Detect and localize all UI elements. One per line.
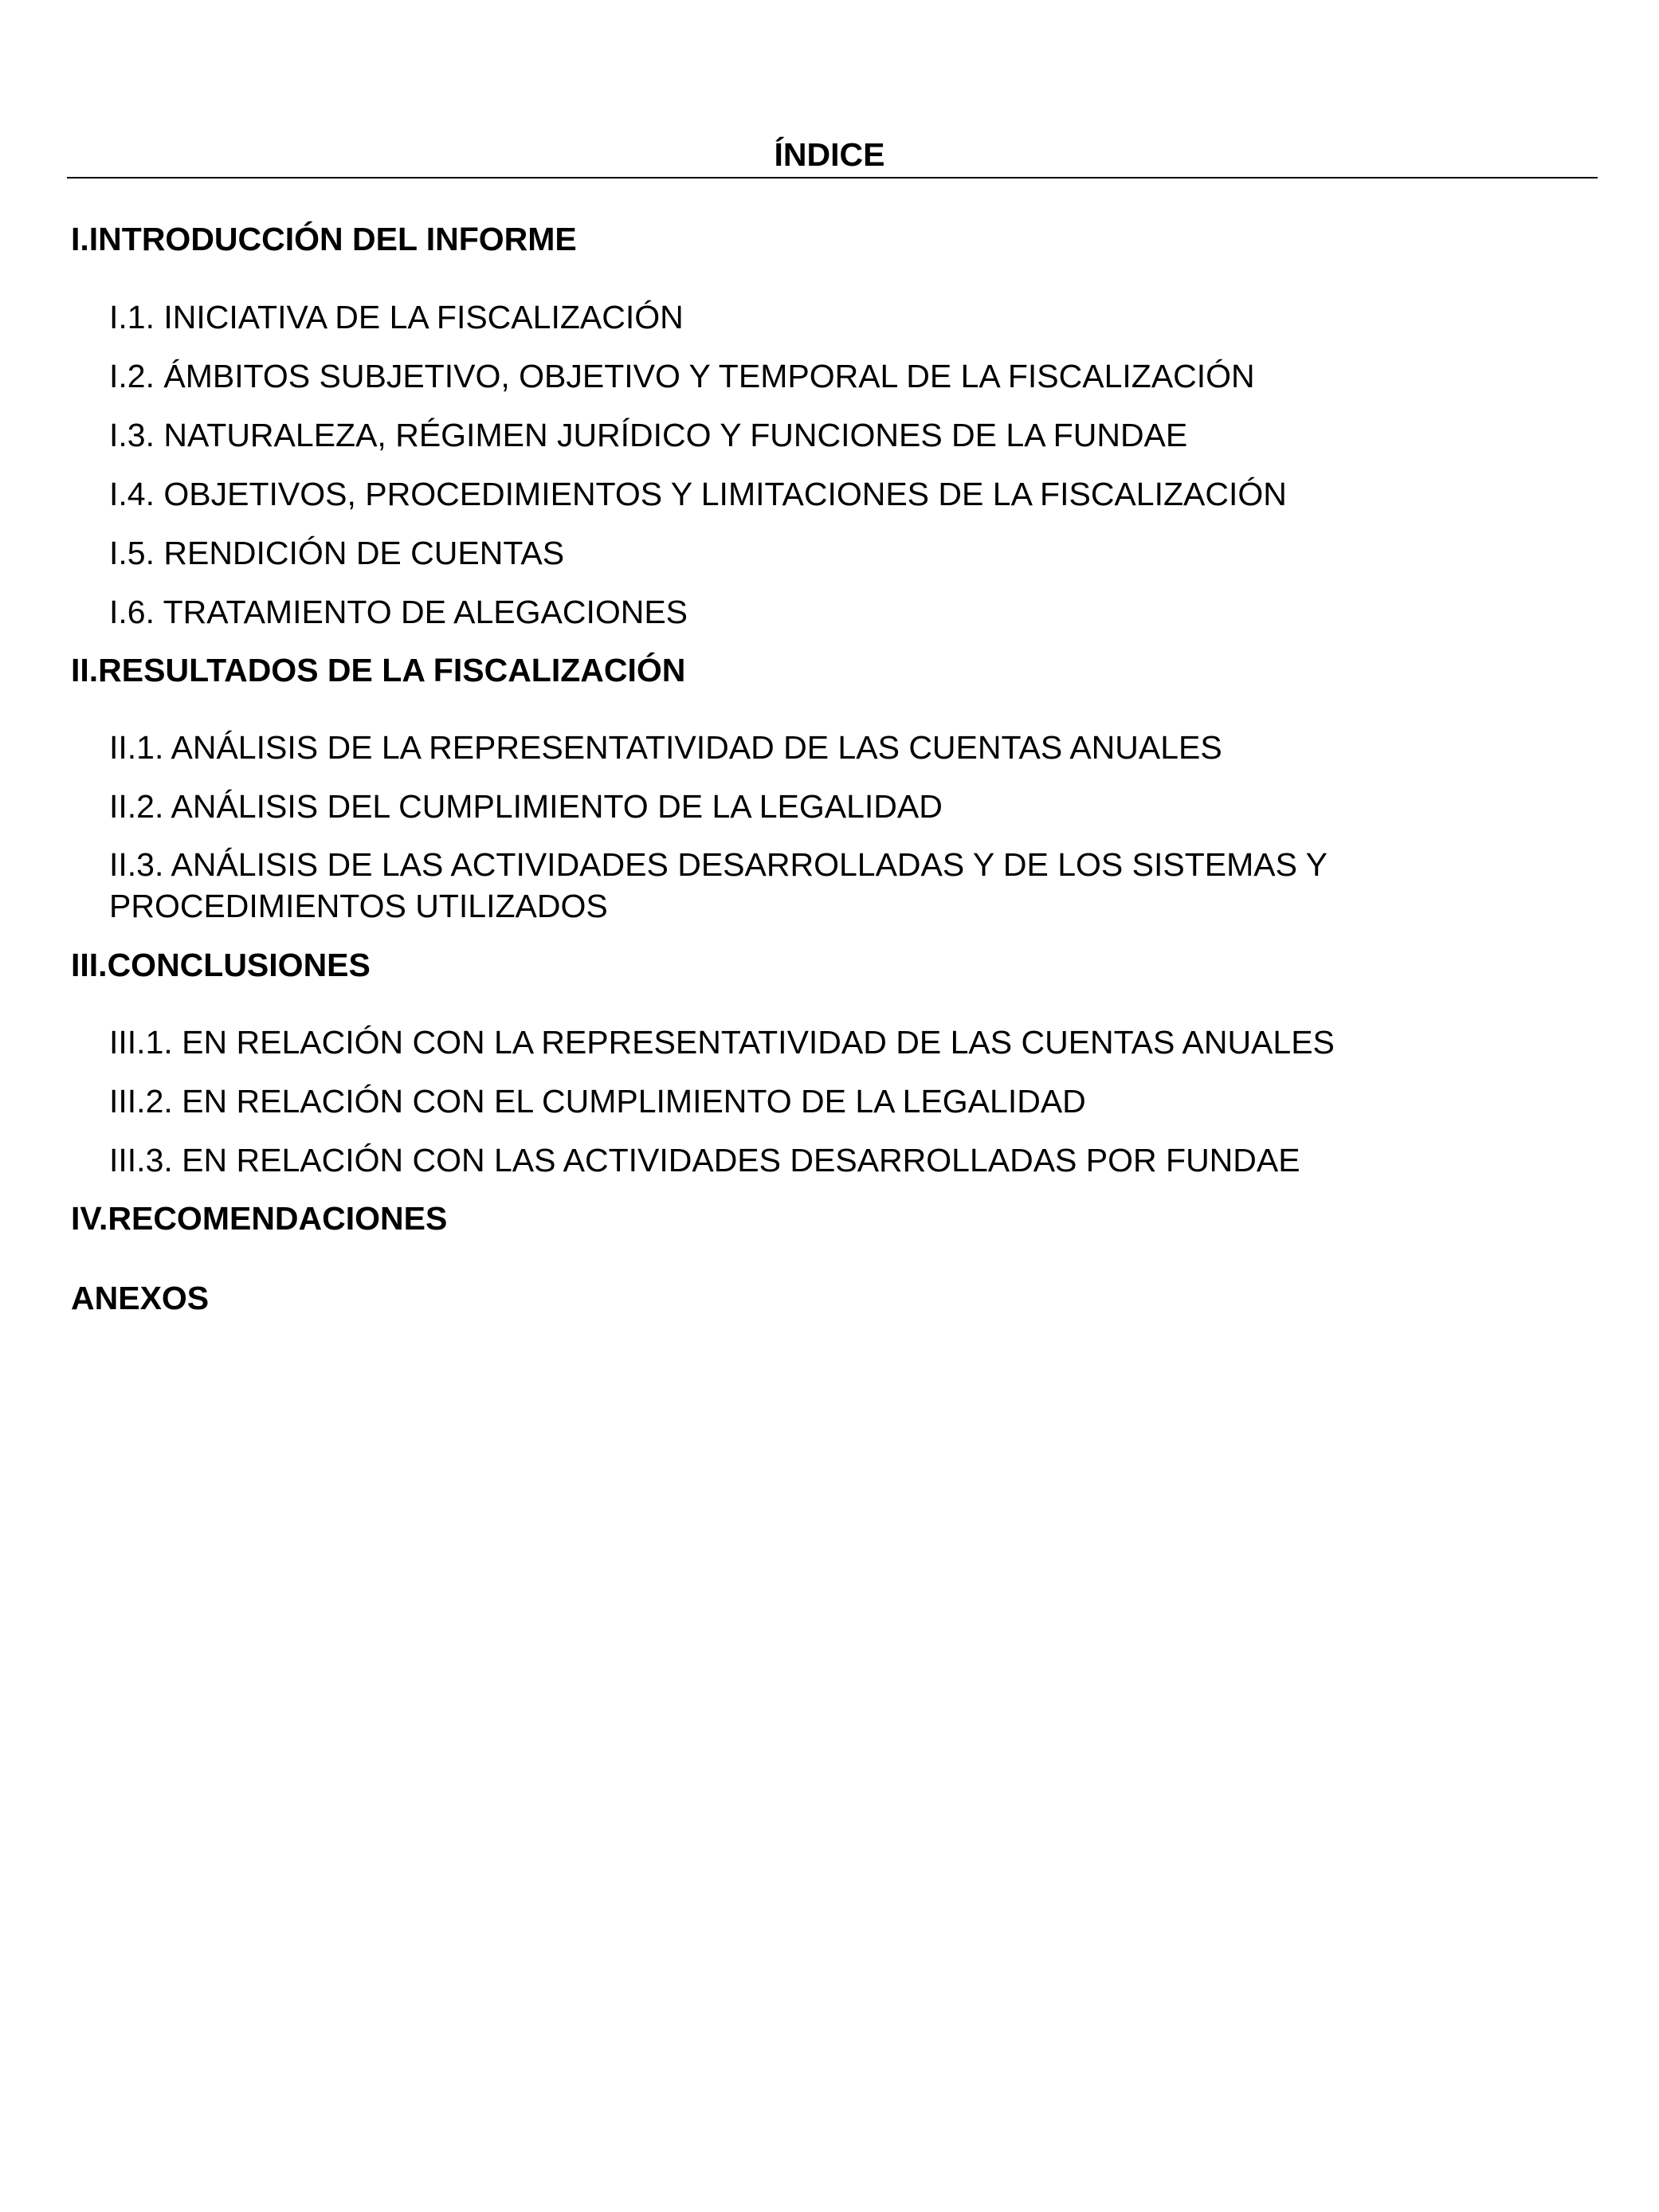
toc-item-iii-3: III.3. EN RELACIÓN CON LAS ACTIVIDADES DESARROLLADAS POR FUNDAE bbox=[109, 1142, 1300, 1179]
toc-section-ii: II.RESULTADOS DE LA FISCALIZACIÓN bbox=[71, 652, 686, 688]
toc-item-iii-2: III.2. EN RELACIÓN CON EL CUMPLIMIENTO DE LA LEGALIDAD bbox=[109, 1083, 1086, 1120]
toc-item-i-5: I.5. RENDICIÓN DE CUENTAS bbox=[109, 535, 565, 571]
toc-item-i-2: I.2. ÁMBITOS SUBJETIVO, OBJETIVO Y TEMPORAL DE LA FISCALIZACIÓN bbox=[109, 358, 1255, 394]
toc-item-iii-1: III.1. EN RELACIÓN CON LA REPRESENTATIVIDAD DE LAS CUENTAS ANUALES bbox=[109, 1024, 1335, 1061]
toc-item-i-3: I.3. NATURALEZA, RÉGIMEN JURÍDICO Y FUNCIONES DE LA FUNDAE bbox=[109, 417, 1188, 453]
toc-section-anexos: ANEXOS bbox=[71, 1280, 210, 1316]
toc-section-iii: III.CONCLUSIONES bbox=[71, 947, 371, 983]
page-title: ÍNDICE bbox=[774, 136, 885, 173]
title-divider bbox=[67, 177, 1598, 178]
toc-item-i-6: I.6. TRATAMIENTO DE ALEGACIONES bbox=[109, 594, 688, 630]
toc-item-ii-2: II.2. ANÁLISIS DEL CUMPLIMIENTO DE LA LEGALIDAD bbox=[109, 788, 943, 825]
toc-item-ii-3: II.3. ANÁLISIS DE LAS ACTIVIDADES DESARROLLADAS Y DE LOS SISTEMAS Y PROCEDIMIENTOS UTILIZADOS bbox=[109, 846, 1328, 924]
toc-section-i: I.INTRODUCCIÓN DEL INFORME bbox=[71, 221, 577, 257]
toc-item-ii-1: II.1. ANÁLISIS DE LA REPRESENTATIVIDAD DE LAS CUENTAS ANUALES bbox=[109, 729, 1222, 766]
toc-section-iv: IV.RECOMENDACIONES bbox=[71, 1200, 448, 1237]
toc-item-i-1: I.1. INICIATIVA DE LA FISCALIZACIÓN bbox=[109, 299, 684, 335]
toc-item-i-4: I.4. OBJETIVOS, PROCEDIMIENTOS Y LIMITACIONES DE LA FISCALIZACIÓN bbox=[109, 476, 1287, 512]
